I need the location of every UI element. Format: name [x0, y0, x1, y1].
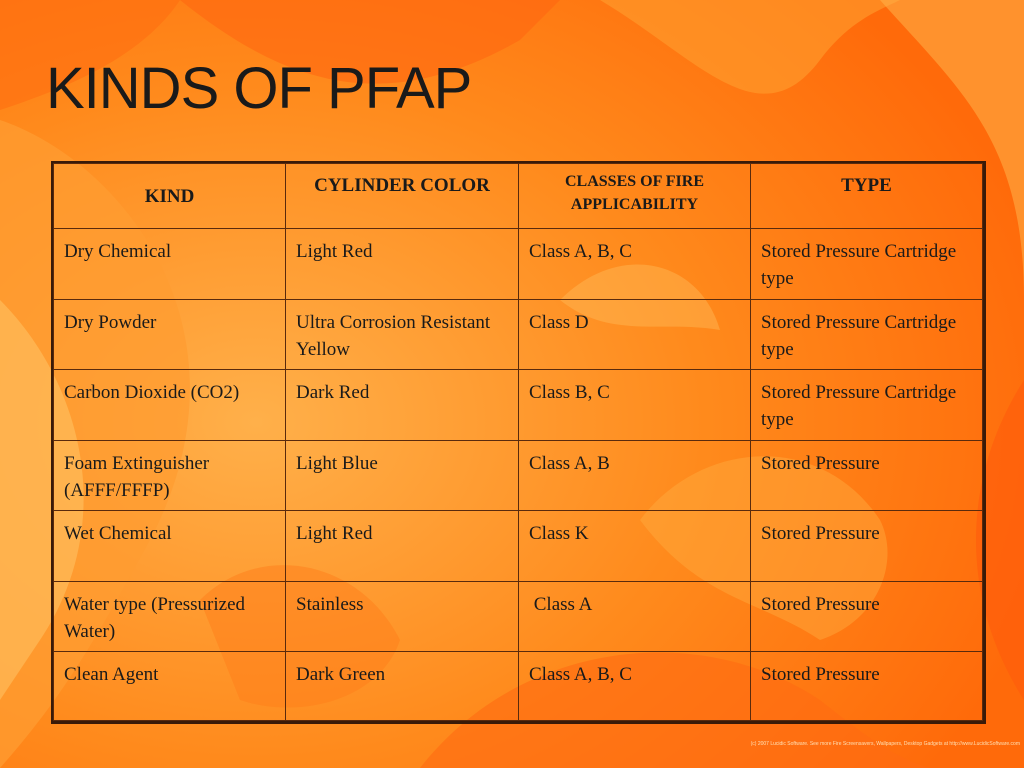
cell-kind: Wet Chemical: [54, 511, 286, 582]
table-row: [54, 229, 983, 300]
cell-type: Stored Pressure: [751, 511, 983, 582]
cell-color: Dark Red: [286, 370, 519, 441]
table-row: [54, 652, 983, 721]
cell-classes: Class A, B, C: [519, 652, 751, 721]
cell-kind: Dry Powder: [54, 299, 286, 370]
header-cylinder-color: CYLINDER COLOR: [286, 164, 519, 229]
table-row: [54, 440, 983, 511]
pfap-table: [53, 163, 983, 721]
cell-type: Stored Pressure Cartridge type: [751, 299, 983, 370]
pfap-table-frame: [51, 161, 986, 724]
cell-color: Light Red: [286, 511, 519, 582]
cell-kind: Carbon Dioxide (CO2): [54, 370, 286, 441]
table-row: [54, 581, 983, 652]
cell-type: Stored Pressure: [751, 652, 983, 721]
cell-color: Stainless: [286, 581, 519, 652]
table-header-row: [54, 164, 983, 229]
cell-classes: Class A: [519, 581, 751, 652]
cell-color: Dark Green: [286, 652, 519, 721]
cell-kind: Dry Chemical: [54, 229, 286, 300]
cell-color: Ultra Corrosion Resistant Yellow: [286, 299, 519, 370]
cell-kind: Foam Extinguisher (AFFF/FFFP): [54, 440, 286, 511]
cell-type: Stored Pressure Cartridge type: [751, 370, 983, 441]
table-row: [54, 511, 983, 582]
cell-classes: Class A, B: [519, 440, 751, 511]
cell-kind: Clean Agent: [54, 652, 286, 721]
slide-title: KINDS OF PFAP: [46, 56, 472, 121]
header-classes-of-fire: CLASSES OF FIRE APPLICABILITY: [519, 164, 751, 229]
copyright-credit: (c) 2007 Lucidic Software. See more Fire Screensavers, Wallpapers, Desktop Gadgets at http://www.LucidicSoftware.com: [750, 741, 1020, 747]
cell-kind: Water type (Pressurized Water): [54, 581, 286, 652]
cell-classes: Class D: [519, 299, 751, 370]
cell-color: Light Blue: [286, 440, 519, 511]
cell-color: Light Red: [286, 229, 519, 300]
table-row: [54, 299, 983, 370]
cell-type: Stored Pressure: [751, 440, 983, 511]
cell-type: Stored Pressure Cartridge type: [751, 229, 983, 300]
table-row: [54, 370, 983, 441]
cell-type: Stored Pressure: [751, 581, 983, 652]
cell-classes: Class K: [519, 511, 751, 582]
header-kind: KIND: [54, 164, 286, 229]
cell-classes: Class B, C: [519, 370, 751, 441]
cell-classes: Class A, B, C: [519, 229, 751, 300]
header-type: TYPE: [751, 164, 983, 229]
